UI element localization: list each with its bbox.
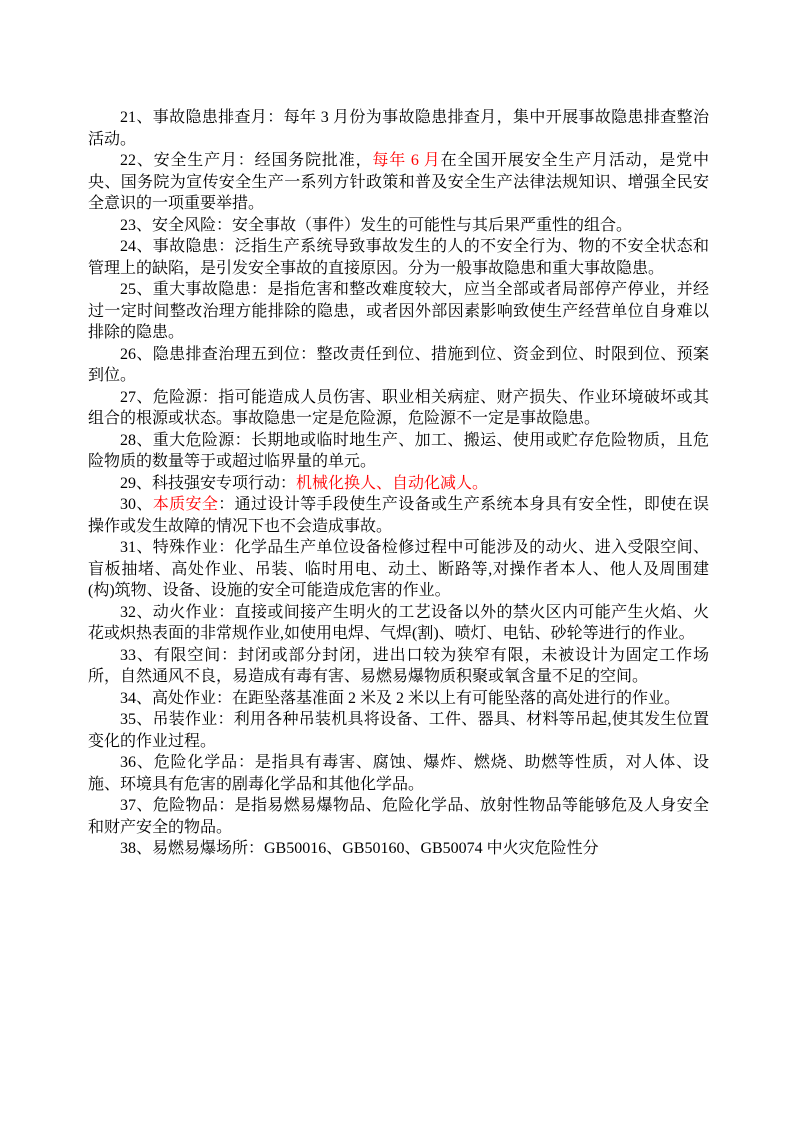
highlighted-text-run: 机械化换人、自动化减人。 xyxy=(296,474,489,492)
text-run: 30、 xyxy=(120,496,153,513)
text-run: 24、事故隐患：泛指生产系统导致事故发生的人的不安全行为、物的不安全状态和管理上的缺陷，是引发安全事故的直接原因。分为一般事故隐患和重大事故隐患。 xyxy=(88,238,709,277)
definition-item xyxy=(88,838,709,860)
text-run: 27、危险源：指可能造成人员伤害、职业相关病症、财产损失、作业环境破坏或其组合的根源或状态。事故隐患一定是危险源，危险源不一定是事故隐患。 xyxy=(88,388,709,427)
text-run: 38、易燃易爆场所：GB50016、GB50160、GB50074 中火灾危险性分 xyxy=(120,840,599,857)
text-run: ：通过设计等手段使生产设备或生产系统本身具有安全性，即使在误操作或发生故障的情况下也不会造成事故。 xyxy=(88,496,709,535)
definition-item xyxy=(88,795,709,838)
definition-item xyxy=(88,236,709,279)
document-body xyxy=(88,107,709,860)
definition-item xyxy=(88,344,709,387)
text-run: 26、隐患排查治理五到位：整改责任到位、措施到位、资金到位、时限到位、预案到位。 xyxy=(88,345,709,384)
definition-item xyxy=(88,279,709,344)
text-run: 28、重大危险源：长期地或临时地生产、加工、搬运、使用或贮存危险物质，且危险物质的数量等于或超过临界量的单元。 xyxy=(88,431,709,470)
definition-item xyxy=(88,473,709,495)
definition-item xyxy=(88,387,709,430)
text-run: 31、特殊作业：化学品生产单位设备检修过程中可能涉及的动火、进入受限空间、盲板抽堵、高处作业、吊装、临时用电、动土、断路等,对操作者本人、他人及周围建(构)筑物、设备、设施的安全可能造成危害的作业。 xyxy=(88,539,709,599)
definition-item xyxy=(88,709,709,752)
text-run: 22、安全生产月：经国务院批准， xyxy=(120,152,373,169)
definition-item xyxy=(88,537,709,602)
text-run: 37、危险物品：是指易燃易爆物品、危险化学品、放射性物品等能够危及人身安全和财产安全的物品。 xyxy=(88,797,709,836)
text-run: 32、动火作业：直接或间接产生明火的工艺设备以外的禁火区内可能产生火焰、火花或炽热表面的非常规作业,如使用电焊、气焊(割)、喷灯、电钻、砂轮等进行的作业。 xyxy=(88,603,709,642)
text-run: 23、安全风险：安全事故（事件）发生的可能性与其后果严重性的组合。 xyxy=(120,216,633,234)
definition-item xyxy=(88,430,709,473)
text-run: 在全国开展安全生产月活动，是党中央、国务院为宣传安全生产一系列方针政策和普及安全生产法律法规知识、增强全民安全意识的一项重要举措。 xyxy=(88,152,709,212)
definition-item xyxy=(88,602,709,645)
text-run: 21、事故隐患排查月：每年 3 月份为事故隐患排查月，集中开展事故隐患排查整治活动。 xyxy=(88,109,709,148)
text-run: 29、科技强安专项行动： xyxy=(120,474,297,492)
definition-item xyxy=(88,215,709,237)
text-run: 35、吊装作业：利用各种吊装机具将设备、工件、器具、材料等吊起,使其发生位置变化的作业过程。 xyxy=(88,711,709,750)
definition-item xyxy=(88,107,709,150)
text-run: 33、有限空间：封闭或部分封闭，进出口较为狭窄有限，未被设计为固定工作场所，自然通风不良，易造成有毒有害、易燃易爆物质积聚或氧含量不足的空间。 xyxy=(88,646,709,685)
text-run: 25、重大事故隐患：是指危害和整改难度较大，应当全部或者局部停产停业，并经过一定时间整改治理方能排除的隐患，或者因外部因素影响致使生产经营单位自身难以排除的隐患。 xyxy=(88,281,709,341)
definition-item xyxy=(88,645,709,688)
highlighted-text-run: 每年 6 月 xyxy=(372,152,441,169)
definition-item xyxy=(88,150,709,215)
highlighted-text-run: 本质安全 xyxy=(152,496,219,513)
text-run: 36、危险化学品：是指具有毒害、腐蚀、爆炸、燃烧、助燃等性质，对人体、设施、环境具有危害的剧毒化学品和其他化学品。 xyxy=(88,754,709,793)
definition-item xyxy=(88,494,709,537)
definition-item xyxy=(88,752,709,795)
text-run: 34、高处作业：在距坠落基准面 2 米及 2 米以上有可能坠落的高处进行的作业。 xyxy=(120,689,681,707)
definition-item xyxy=(88,688,709,710)
